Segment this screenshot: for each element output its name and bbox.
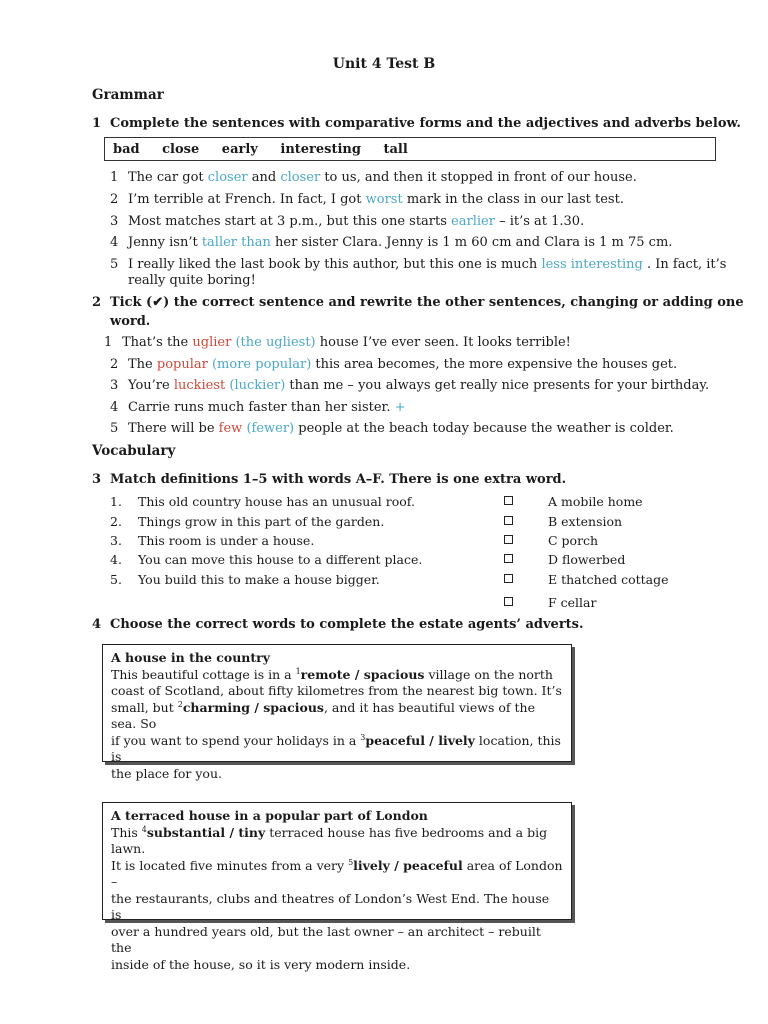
item-text: people at the beach today because the weather is colder. (294, 421, 674, 436)
item-text: to us, and then it stopped in front of our house. (320, 170, 637, 185)
gap-number: 3 (360, 732, 366, 742)
vocabulary-heading: Vocabulary (92, 443, 176, 459)
question-3-instruction (92, 472, 566, 487)
advert-heading: A house in the country (111, 650, 271, 665)
advert-text: This (111, 824, 142, 840)
item-text: this area becomes, the more expensive the houses get. (311, 357, 678, 372)
checkbox[interactable] (504, 597, 513, 606)
item-number: 1. (110, 494, 122, 509)
wrong-word: uglier (192, 335, 232, 350)
checkbox[interactable] (504, 516, 513, 525)
q1-item-continuation: really quite boring! (128, 273, 256, 288)
item-text: than me – you always get really nice presents for your birthday. (285, 378, 710, 393)
word-option: E thatched cottage (548, 572, 669, 587)
checkbox[interactable] (504, 574, 513, 583)
wrong-word: popular (156, 357, 208, 372)
word-box-item: interesting (280, 142, 361, 157)
advert-text: small, but (111, 699, 178, 715)
advert-line (111, 700, 563, 733)
item-number: 4. (110, 552, 122, 567)
word-option: C porch (548, 533, 599, 548)
item-text: her sister Clara. Jenny is 1 m 60 cm and Clara is 1 m 75 cm. (270, 235, 673, 250)
item-text: house I’ve ever seen. It looks terrible! (315, 335, 571, 350)
item-text: and (247, 170, 281, 185)
q1-item (110, 170, 637, 185)
advert-text: , and it has beautiful views of the sea. So (111, 699, 535, 731)
definition-text: You can move this house to a different place. (138, 552, 423, 567)
question-1-instruction (92, 116, 741, 131)
item-number: 1 (104, 335, 113, 350)
word-choice[interactable]: remote / spacious (300, 666, 425, 682)
item-text: There will be (128, 421, 219, 436)
item-number: 3 (110, 214, 119, 229)
definition-item (110, 494, 415, 509)
advert-text: location, this is (111, 732, 561, 764)
word-box-item: close (162, 142, 200, 157)
item-number: 4 (110, 235, 119, 250)
question-number: 2 (92, 295, 102, 310)
advert-line: over a hundred years old, but the last owner – an architect – rebuilt the (111, 923, 541, 955)
advert-text: It is located five minutes from a very (111, 857, 349, 873)
instruction-text: Match definitions 1–5 with words A–F. There is one extra word. (110, 472, 567, 487)
advert-line: the restaurants, clubs and theatres of London’s West End. The house is (111, 890, 550, 922)
item-text: The (128, 357, 157, 372)
item-text: I’m terrible at French. In fact, I got (128, 192, 366, 207)
definition-item (110, 572, 380, 587)
item-text: Jenny isn’t (128, 235, 202, 250)
advert-line: the place for you. (111, 765, 222, 781)
item-text: The car got (128, 170, 208, 185)
definition-item (110, 552, 422, 567)
correction-text: (luckier) (225, 378, 286, 393)
definition-item (110, 514, 384, 529)
word-option: D flowerbed (548, 552, 626, 567)
word-option: F cellar (548, 595, 597, 610)
word-choice[interactable]: charming / spacious (182, 699, 324, 715)
advert-line (111, 858, 563, 891)
q2-item (110, 400, 406, 415)
q2-item (110, 357, 677, 372)
item-number: 2 (110, 357, 119, 372)
advert-line (111, 825, 563, 858)
item-number: 1 (110, 170, 119, 185)
item-text: . In fact, it’s (642, 257, 727, 272)
checkbox[interactable] (504, 535, 513, 544)
instruction-text: Tick (✔) the correct sentence and rewrite the other sentences, changing or adding one (110, 295, 744, 310)
gap-number: 2 (177, 699, 183, 709)
word-option: B extension (548, 514, 623, 529)
item-text: mark in the class in our last test. (402, 192, 624, 207)
definition-text: You build this to make a house bigger. (138, 572, 380, 587)
item-number: 2. (110, 514, 122, 529)
word-choice[interactable]: substantial / tiny (146, 824, 266, 840)
item-text: You’re (128, 378, 174, 393)
question-number: 4 (92, 617, 102, 632)
checkbox[interactable] (504, 554, 513, 563)
definition-text: This room is under a house. (138, 533, 315, 548)
q1-item (110, 235, 672, 250)
word-box-item: bad (113, 142, 140, 157)
question-2-instruction (92, 295, 744, 310)
item-text: I really liked the last book by this author, but this one is much (128, 257, 542, 272)
item-text: Carrie runs much faster than her sister. (128, 400, 395, 415)
advert-box-country (102, 644, 572, 781)
advert-line (111, 667, 563, 684)
q2-item (110, 378, 709, 393)
grammar-heading: Grammar (92, 87, 164, 103)
wrong-word: luckiest (173, 378, 226, 393)
word-box-item: early (221, 142, 258, 157)
word-choice[interactable]: lively / peaceful (353, 857, 463, 873)
item-number: 5 (110, 421, 119, 436)
advert-text: area of London – (111, 857, 563, 889)
advert-text: village on the north (424, 666, 553, 682)
advert-heading: A terraced house in a popular part of London (111, 808, 428, 823)
question-4-instruction (92, 617, 584, 632)
word-option: A mobile home (548, 494, 643, 509)
instruction-text: Choose the correct words to complete the estate agents’ adverts. (110, 617, 584, 632)
item-number: 4 (110, 400, 119, 415)
q2-item (104, 335, 571, 350)
advert-line: coast of Scotland, about fifty kilometres from the nearest big town. It’s (111, 683, 562, 698)
item-text: That’s the (122, 335, 193, 350)
definition-item (110, 533, 314, 548)
page-title: Unit 4 Test B (332, 56, 436, 72)
question-number: 3 (92, 472, 102, 487)
advert-line (111, 733, 563, 766)
question-number: 1 (92, 116, 102, 131)
item-number: 5 (110, 257, 119, 272)
answer-text: closer (207, 170, 248, 185)
correction-text: (fewer) (242, 421, 295, 436)
correction-text: (the ugliest) (231, 335, 316, 350)
answer-text: earlier (451, 214, 495, 229)
advert-box-london (102, 802, 572, 972)
item-text: Most matches start at 3 p.m., but this one starts (128, 214, 452, 229)
item-number: 5. (110, 572, 122, 587)
q1-item (110, 257, 726, 272)
answer-text: closer (280, 170, 321, 185)
q1-item (110, 192, 624, 207)
item-number: 3. (110, 533, 122, 548)
q1-item (110, 214, 584, 229)
item-number: 2 (110, 192, 119, 207)
wrong-word: few (218, 421, 243, 436)
definition-text: This old country house has an unusual roof. (138, 494, 415, 509)
word-box (104, 137, 716, 161)
word-choice[interactable]: peaceful / lively (365, 732, 475, 748)
answer-text: less interesting (541, 257, 643, 272)
advert-text: terraced house has five bedrooms and a big lawn. (111, 824, 548, 856)
correction-text: (more popular) (207, 357, 312, 372)
definition-text: Things grow in this part of the garden. (138, 514, 385, 529)
correction-text: + (394, 400, 406, 415)
advert-text: if you want to spend your holidays in a (111, 732, 361, 748)
item-text: – it’s at 1.30. (494, 214, 585, 229)
gap-number: 5 (348, 857, 354, 867)
checkbox[interactable] (504, 496, 513, 505)
word-box-item: tall (383, 142, 408, 157)
gap-number: 4 (141, 824, 147, 834)
q2-item (110, 421, 674, 436)
advert-text: This beautiful cottage is in a (111, 666, 296, 682)
item-number: 3 (110, 378, 119, 393)
gap-number: 1 (295, 666, 301, 676)
instruction-text: Complete the sentences with comparative forms and the adjectives and adverbs below. (110, 116, 741, 131)
advert-line: inside of the house, so it is very modern inside. (111, 956, 411, 972)
question-2-instruction-cont: word. (110, 314, 151, 329)
answer-text: worst (365, 192, 403, 207)
answer-text: taller than (201, 235, 271, 250)
